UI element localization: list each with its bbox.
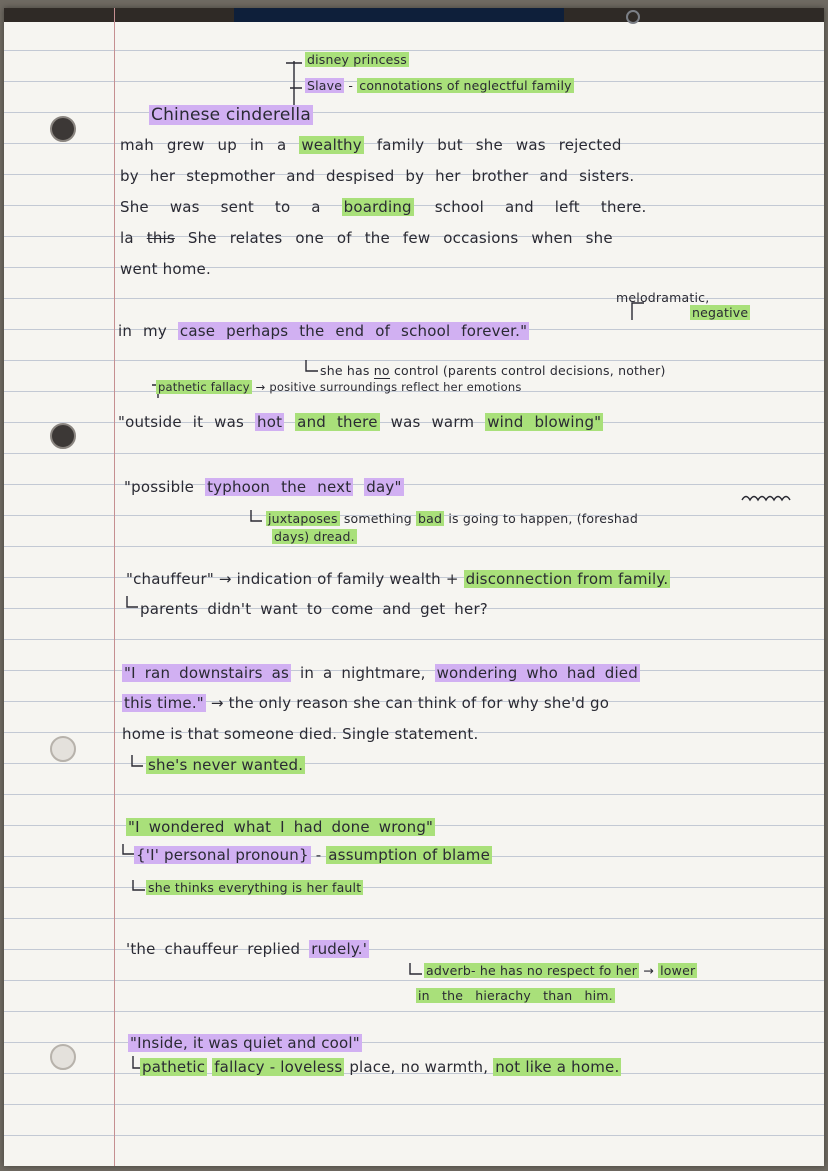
notebook-page — [4, 8, 824, 1166]
quote4-a: "chauffeur" — [126, 570, 214, 588]
para1-line4-a: la — [120, 229, 134, 247]
quote6-line2 — [134, 846, 492, 864]
quote1-b: case perhaps the end of school forever." — [179, 322, 528, 340]
annotation-slave-word: Slave — [307, 78, 343, 93]
quote7-line1 — [126, 940, 369, 958]
quote1-sub — [320, 363, 666, 378]
annotation-slave-connotations — [305, 78, 574, 93]
annotation-dash: - — [348, 78, 354, 93]
annotation-negative — [690, 305, 750, 320]
quote8-a: "Inside, it was quiet and cool" — [130, 1034, 360, 1052]
annotation-disney-princess — [305, 52, 409, 67]
para1-line5 — [120, 260, 211, 278]
pathetic-fallacy-post: positive surroundings reflect her emotions — [269, 380, 522, 394]
dash: - — [315, 846, 322, 864]
quote3-dread-text: days) dread. — [274, 529, 355, 544]
quote8-b: pathetic — [142, 1058, 206, 1076]
quote1-a: in my — [118, 322, 167, 340]
quote7-c: adverb- he has no respect fo her — [426, 963, 638, 978]
quote6-b: {'I' personal pronoun} — [136, 846, 309, 864]
para1-line1-pre: mah grew up in a — [120, 136, 287, 154]
quote8-line2 — [140, 1058, 621, 1076]
quote5-line2 — [122, 694, 609, 712]
quote7-a: 'the chauffeur replied — [126, 940, 301, 958]
quote3-juxtaposes: juxtaposes — [268, 511, 338, 526]
quote5-line3 — [122, 725, 478, 743]
quote1-sub-pre: she has — [320, 363, 370, 378]
para1-line2-text: by her stepmother and despised by her brother and sisters. — [120, 167, 635, 185]
quote7-line3 — [416, 988, 615, 1003]
negative-text: negative — [692, 305, 749, 320]
quote8-e: not like a home. — [495, 1058, 620, 1076]
para1-line3 — [120, 198, 647, 216]
quote3-sub — [266, 511, 638, 526]
para1-wealthy: wealthy — [301, 136, 362, 154]
pathetic-fallacy-label: pathetic fallacy — [158, 380, 250, 394]
para1-line5-text: went home. — [120, 260, 211, 278]
quote6-d: she thinks everything is her fault — [148, 880, 362, 895]
title-text: Chinese cinderella — [151, 105, 311, 125]
quote6-line1 — [126, 818, 435, 836]
quote5-h: she's never wanted. — [148, 756, 304, 774]
quote3-bad: bad — [418, 511, 443, 526]
quote3-d: something — [343, 511, 412, 526]
para1-line4-strike: this — [146, 229, 175, 247]
quote4-line2 — [140, 600, 488, 618]
para1-boarding: boarding — [343, 198, 412, 216]
quote5-line4 — [146, 756, 305, 774]
para1-line1-post: family but she was rejected — [376, 136, 622, 154]
pathetic-fallacy-note — [156, 380, 522, 394]
quote7-line2 — [424, 963, 697, 978]
quote5-e: the only reason she can think of for why she'd go — [228, 694, 610, 712]
para1-line2 — [120, 167, 634, 185]
quote2-a: "outside it was — [118, 413, 245, 431]
quote4-b: indication of family wealth + — [236, 570, 459, 588]
quote8-c: fallacy - loveless — [214, 1058, 343, 1076]
quote5-g: is that someone died. Single statement. — [170, 725, 479, 743]
quote2-c: was warm — [390, 413, 475, 431]
quote2-b: and there — [297, 413, 378, 431]
quote2-line — [118, 413, 603, 431]
quote7-b: rudely.' — [311, 940, 368, 958]
page-title — [149, 105, 313, 125]
quote4-d: parents didn't want to come and get her? — [140, 600, 488, 618]
quote4-c: disconnection from family. — [465, 570, 669, 588]
annotation-melodramatic — [616, 290, 709, 305]
quote3-b: typhoon the next — [207, 478, 352, 496]
quote6-line3 — [146, 880, 363, 895]
annotation-disney-text: disney princess — [307, 52, 407, 67]
para1-line3-post: school and left there. — [434, 198, 647, 216]
quote1-line — [118, 322, 529, 340]
quote7-d: lower — [660, 963, 696, 978]
quote8-line1 — [128, 1034, 362, 1052]
quote3-c: day" — [366, 478, 402, 496]
quote5-d: this time." — [124, 694, 204, 712]
arrow: → — [210, 694, 224, 712]
quote5-a: "I ran downstairs as — [124, 664, 290, 682]
quote2-d: wind blowing" — [487, 413, 602, 431]
quote6-a: "I wondered what I had done wrong" — [128, 818, 434, 836]
quote5-line1 — [122, 664, 640, 682]
melodramatic-text: melodramatic, — [616, 290, 710, 305]
quote1-sub-post: control (parents control decisions, nother) — [393, 363, 666, 378]
quote8-d: place, no warmth, — [349, 1058, 489, 1076]
arrow: → — [643, 963, 654, 978]
para1-line4 — [120, 229, 613, 247]
quote3-e: is going to happen, (foreshad — [448, 511, 639, 526]
quote4-line1 — [126, 570, 670, 588]
quote3-dread — [272, 529, 357, 544]
quote7-e: in the hierachy than him. — [418, 988, 613, 1003]
quote5-b: in a nightmare, — [299, 664, 426, 682]
quote3-a: "possible — [124, 478, 195, 496]
quote1-sub-no: no — [373, 363, 390, 378]
quote5-c: wondering who had died — [436, 664, 638, 682]
quote2-hot: hot — [257, 413, 283, 431]
arrow: → — [255, 380, 266, 394]
para1-line3-pre: She was sent to a — [120, 198, 321, 216]
arrow: → — [218, 570, 232, 588]
annotation-connotations: connotations of neglectful family — [359, 78, 572, 93]
para1-line4-b: She relates one of the few occasions when she — [187, 229, 613, 247]
quote3-line — [124, 478, 404, 496]
quote6-c: assumption of blame — [328, 846, 490, 864]
quote5-f: home — [122, 725, 166, 743]
para1-line1 — [120, 136, 622, 154]
